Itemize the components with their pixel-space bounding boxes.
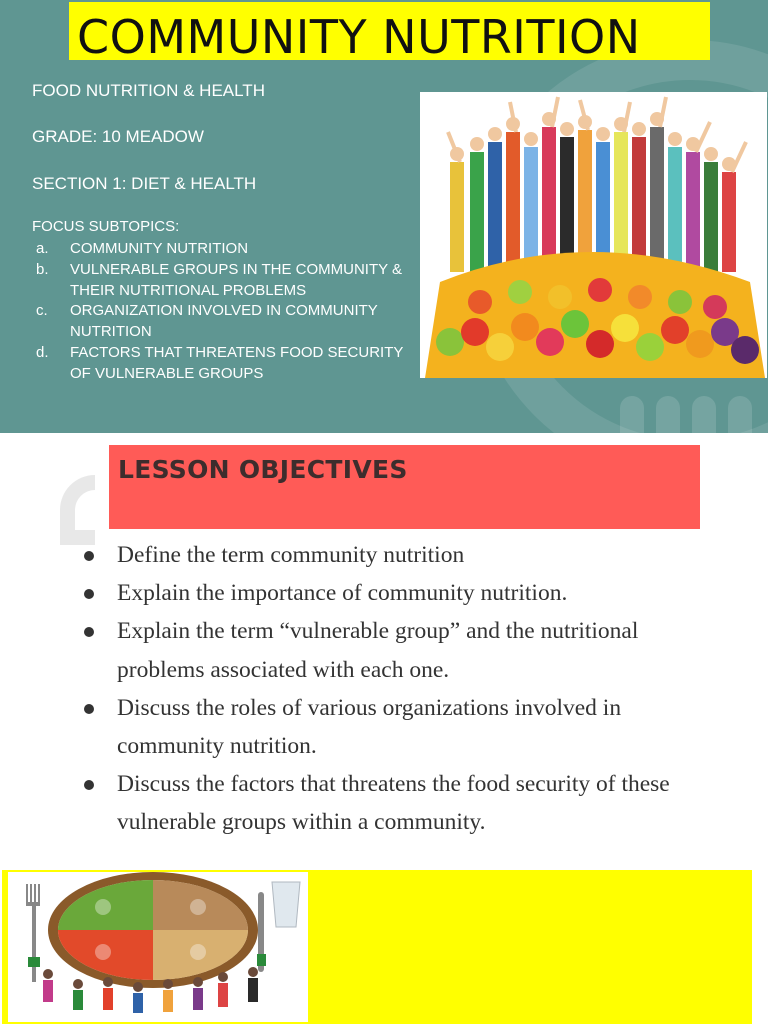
bullet-icon	[84, 551, 94, 561]
list-item: a. COMMUNITY NUTRITION	[36, 240, 249, 257]
decorative-stripes	[620, 380, 750, 433]
food-plate-illustration	[8, 872, 308, 1022]
bullet-icon	[84, 780, 94, 790]
list-item: d. FACTORS THAT THREATENS FOOD SECURITY OF VULNERABLE GROUPS	[36, 343, 404, 382]
objectives-heading: LESSON OBJECTIVES	[118, 455, 408, 484]
page-title: COMMUNITY NUTRITION	[77, 10, 641, 64]
list-item: Discuss the factors that threatens the food security of these vulnerable groups within a community.	[82, 765, 722, 841]
people-with-fruit-photo	[420, 92, 767, 378]
footer-panel-right	[312, 870, 752, 1024]
subtopics-heading: FOCUS SUBTOPICS:	[32, 218, 180, 235]
list-item: Explain the importance of community nutrition.	[82, 574, 722, 612]
grade-label: GRADE: 10 MEADOW	[32, 127, 204, 146]
objectives-list	[82, 536, 722, 842]
list-item: b. VULNERABLE GROUPS IN THE COMMUNITY & THEIR NUTRITIONAL PROBLEMS	[36, 260, 403, 299]
bullet-icon	[84, 589, 94, 599]
bullet-icon	[84, 704, 94, 714]
list-item: Explain the term “vulnerable group” and the nutritional problems associated with each one.	[82, 612, 722, 688]
bullet-icon	[84, 627, 94, 637]
section-label: SECTION 1: DIET & HEALTH	[32, 174, 257, 193]
list-item: Define the term community nutrition	[82, 536, 722, 574]
subject-label: FOOD NUTRITION & HEALTH	[32, 81, 265, 100]
list-item: c. ORGANIZATION INVOLVED IN COMMUNITY NUTRITION	[36, 302, 378, 341]
list-item: Discuss the roles of various organizations involved in community nutrition.	[82, 689, 722, 765]
subtopics-list	[32, 239, 422, 385]
